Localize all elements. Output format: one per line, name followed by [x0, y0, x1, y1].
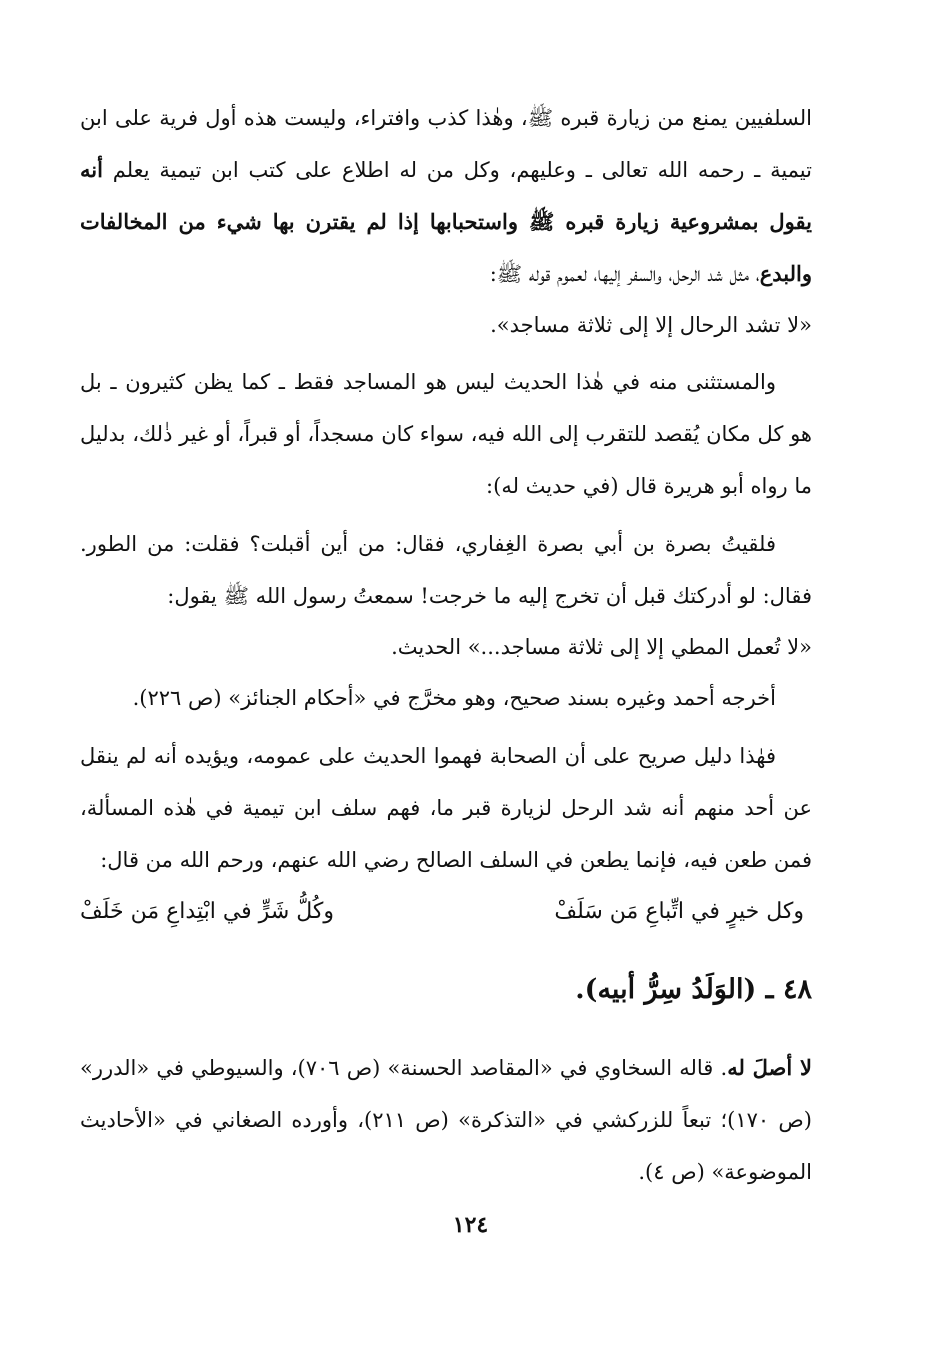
paragraph-6-bold: لا أصلَ له — [727, 1055, 812, 1080]
verse-hemistich-1: وكل خيرٍ في اتِّباعِ مَن سَلَفْ — [554, 899, 804, 924]
section-heading: ٤٨ ـ (الوَلَدُ سِرُّ أبيه). — [575, 974, 812, 1005]
hadith-quote-1: «لا تشد الرحال إلا إلى ثلاثة مساجد». — [490, 313, 812, 337]
hadith-quote-2: «لا تُعمل المطي إلا إلى ثلاثة مساجد...» الحديث. — [391, 635, 812, 659]
paragraph-6-text: . قاله السخاوي في «المقاصد الحسنة» (ص ٧٠٦)، والسيوطي في «الدرر» (ص ١٧٠)؛ تبعاً للزركشي في «التذكرة» (ص ٢١١)، وأورده الصغاني في «الأحاديث الموضوعة» (ص ٤). — [80, 1056, 812, 1184]
paragraph-4: أخرجه أحمد وغيره بسند صحيح، وهو مخرَّج في «أحكام الجنائز» (ص ٢٢٦). — [132, 686, 776, 710]
paragraph-1-bold: أنه يقول بمشروعية زيارة قبره ﷺ واستحبابها إذا لم يقترن بها شيء من المخالفات والبدع — [80, 157, 812, 286]
paragraph-1-text-b: ، مثل شد الرحل، والسفر إليها، لعموم قوله ﷺ: — [489, 262, 760, 286]
page-number: ١٢٤ — [452, 1212, 489, 1238]
paragraph-1-text-a: السلفيين يمنع من زيارة قبره ﷺ، وهٰذا كذب وافتراء، وليست هذه أول فرية على ابن تيمية ـ رحمه الله تعالى ـ وعليهم، وكل من له اطلاع على كتب ابن تيمية يعلم — [80, 106, 812, 182]
paragraph-5: فهٰذا دليل صريح على أن الصحابة فهموا الحديث على عمومه، ويؤيده أنه لم ينقل عن أحد منهم أنه شد الرحل لزيارة قبر ما، فهم سلف ابن تيمية في هٰذه المسألة، فمن طعن فيه، فإنما يطعن في السلف الصالح رضي الله عنهم، ورحم الله من قال: — [80, 744, 812, 872]
paragraph-6 — [80, 1042, 812, 1198]
paragraph-2: والمستثنى منه في هٰذا الحديث ليس هو المساجد فقط ـ كما يظن كثيرون ـ بل هو كل مكان يُقصد للتقرب إلى الله فيه، سواء كان مسجداً، أو قبراً، أو غير ذٰلك، بدليل ما رواه أبو هريرة قال (في حديث له): — [80, 370, 812, 498]
paragraph-1 — [80, 92, 812, 300]
paragraph-3: فلقيتُ بصرة بن أبي بصرة الغِفاري، فقال: من أين أقبلت؟ فقلت: من الطور. فقال: لو أدركتك قبل أن تخرج إليه ما خرجت! سمعتُ رسول الله ﷺ يقول: — [80, 532, 812, 608]
verse-hemistich-2: وكُلُّ شَرٍّ في ابْتِداعِ مَن خَلَفْ — [80, 899, 334, 924]
poetry-verse — [80, 886, 812, 938]
page-body — [80, 92, 812, 1198]
